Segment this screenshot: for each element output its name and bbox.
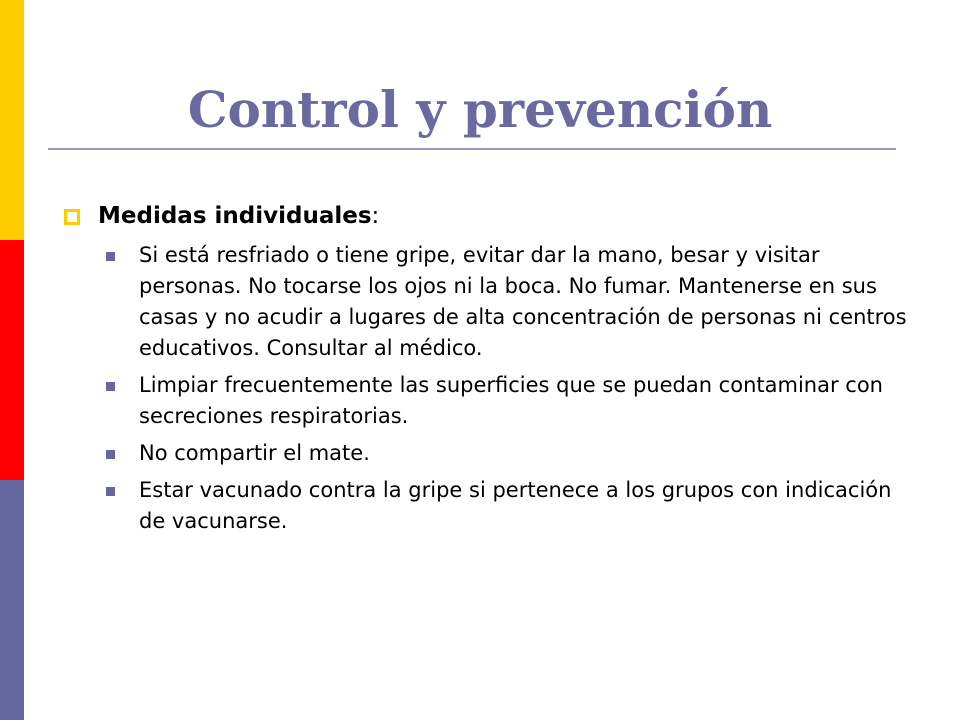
- list-item: [106, 240, 912, 364]
- side-bar-yellow: [0, 0, 24, 240]
- list-item: [106, 438, 912, 469]
- side-bar-blue: [0, 480, 24, 720]
- list-item-text: Estar vacunado contra la gripe si pertenece a los grupos con indicación de vacunarse.: [139, 478, 892, 533]
- slide-title: Control y prevención: [187, 80, 773, 139]
- slide-content: [62, 198, 912, 543]
- square-bullet-icon: [106, 382, 115, 391]
- list-item-text: Limpiar frecuentemente las superficies que se puedan contaminar con secreciones respiratorias.: [139, 373, 883, 428]
- list-item-text: No compartir el mate.: [139, 441, 370, 465]
- square-bullet-icon: [106, 487, 115, 496]
- side-bar-red: [0, 240, 24, 480]
- list-item: [106, 370, 912, 432]
- square-bullet-icon: [106, 450, 115, 459]
- list-item: [106, 475, 912, 537]
- measures-list: [62, 240, 912, 537]
- section-heading: [62, 198, 912, 234]
- hollow-square-bullet-icon: [64, 209, 80, 225]
- list-item-text: Si está resfriado o tiene gripe, evitar dar la mano, besar y visitar personas. No tocarse los ojos ni la boca. No fumar. Mantenerse en sus casas y no acudir a lugares de alta concentración de personas ni centros educativos. Consultar al médico.: [139, 243, 907, 360]
- square-bullet-icon: [106, 252, 115, 261]
- title-divider: [48, 148, 896, 150]
- section-heading-colon: :: [371, 203, 380, 229]
- section-heading-text: Medidas individuales: [98, 203, 372, 229]
